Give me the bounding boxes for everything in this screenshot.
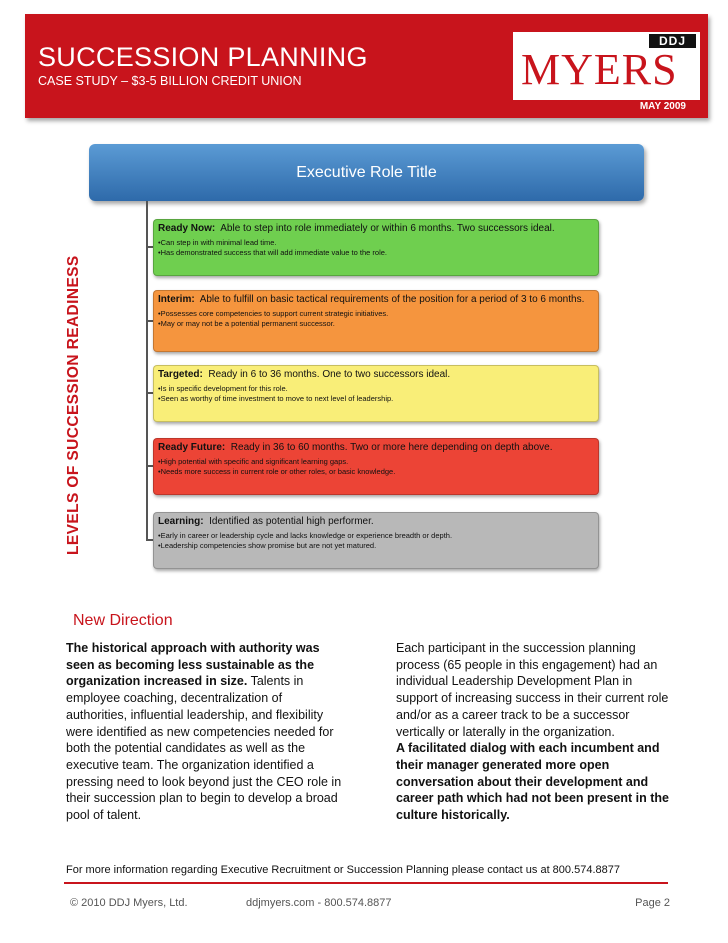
level-ready-now bbox=[153, 219, 599, 276]
level-desc: Ready in 6 to 36 months. One to two successors ideal. bbox=[208, 369, 451, 380]
level-desc: Identified as potential high performer. bbox=[209, 516, 374, 527]
tree-connector bbox=[146, 201, 148, 541]
document-subtitle: CASE STUDY – $3-5 BILLION CREDIT UNION bbox=[38, 74, 302, 88]
level-label: Learning: bbox=[158, 516, 204, 527]
section-heading: New Direction bbox=[73, 612, 173, 629]
executive-role-title: Executive Role Title bbox=[296, 163, 437, 181]
left-column bbox=[66, 640, 346, 824]
level-bullet: •May or may not be a potential permanent successor. bbox=[158, 318, 335, 328]
level-label: Targeted: bbox=[158, 369, 203, 380]
level-label: Ready Future: bbox=[158, 442, 226, 453]
side-label: LEVELS OF SUCCESSION READINESS bbox=[65, 255, 82, 555]
footer-copyright: © 2010 DDJ Myers, Ltd. bbox=[70, 897, 188, 909]
right-column bbox=[396, 640, 676, 824]
level-ready-future bbox=[153, 438, 599, 495]
tree-tick bbox=[146, 392, 153, 394]
tree-tick bbox=[146, 246, 153, 248]
footer-site: ddjmyers.com - 800.574.8877 bbox=[246, 897, 392, 909]
header-banner bbox=[25, 14, 708, 118]
footer-divider bbox=[64, 882, 668, 884]
level-desc: Ready in 36 to 60 months. Two or more here depending on depth above. bbox=[230, 442, 553, 453]
right-bold-text: A facilitated dialog with each incumbent and their manager generated more open conversation about their development and career path which had not been present in the culture historically. bbox=[396, 741, 669, 823]
document-date: MAY 2009 bbox=[639, 101, 686, 112]
level-interim bbox=[153, 290, 599, 352]
level-label: Ready Now: bbox=[158, 223, 216, 234]
footer-page-number: Page 2 bbox=[635, 897, 670, 909]
level-bullet: •Can step in with minimal lead time. bbox=[158, 237, 277, 247]
level-bullet: •Leadership competencies show promise but are not yet matured. bbox=[158, 540, 377, 550]
level-targeted bbox=[153, 365, 599, 422]
tree-tick bbox=[146, 539, 153, 541]
company-logo bbox=[513, 32, 700, 100]
left-body-text: Talents in employee coaching, decentralization of authorities, influential leadership, and flexibility were identified as new competencies needed for both the potential candidates as well as the executive team. The organization identified a pressing need to look beyond just the CEO role in their succession plan to begin to develop a broad pool of talent. bbox=[66, 674, 342, 823]
level-bullet: •Needs more success in current role or other roles, or basic knowledge. bbox=[158, 466, 396, 476]
tree-tick bbox=[146, 320, 153, 322]
level-label: Interim: bbox=[158, 294, 195, 305]
logo-ddj: DDJ bbox=[649, 34, 696, 48]
level-learning bbox=[153, 512, 599, 569]
level-bullet: •Has demonstrated success that will add immediate value to the role. bbox=[158, 247, 387, 257]
document-title: SUCCESSION PLANNING bbox=[38, 42, 368, 72]
executive-role-box bbox=[89, 144, 644, 201]
level-bullet: •High potential with specific and significant learning gaps. bbox=[158, 456, 349, 466]
tree-tick bbox=[146, 465, 153, 467]
level-desc: Able to step into role immediately or within 6 months. Two successors ideal. bbox=[220, 223, 555, 234]
level-bullet: •Seen as worthy of time investment to move to next level of leadership. bbox=[158, 393, 394, 403]
level-bullet: •Possesses core competencies to support current strategic initiatives. bbox=[158, 308, 389, 318]
contact-line: For more information regarding Executive Recruitment or Succession Planning please contact us at 800.574.8877 bbox=[66, 864, 620, 876]
level-desc: Able to fulfill on basic tactical requirements of the position for a period of 3 to 6 months. bbox=[199, 294, 585, 305]
right-body-text: Each participant in the succession planning process (65 people in this engagement) had an individual Leadership Development Plan in support of increasing success in their current role and/or as a career track to be a successor vertically or laterally in the organization. bbox=[396, 641, 669, 739]
left-bold-text: The historical approach with authority was seen as becoming less sustainable as the organization increased in size. bbox=[66, 641, 320, 689]
level-bullet: •Early in career or leadership cycle and lacks knowledge or experience breadth or depth. bbox=[158, 530, 453, 540]
logo-myers: MYERS bbox=[521, 45, 678, 94]
level-bullet: •Is in specific development for this role. bbox=[158, 383, 288, 393]
